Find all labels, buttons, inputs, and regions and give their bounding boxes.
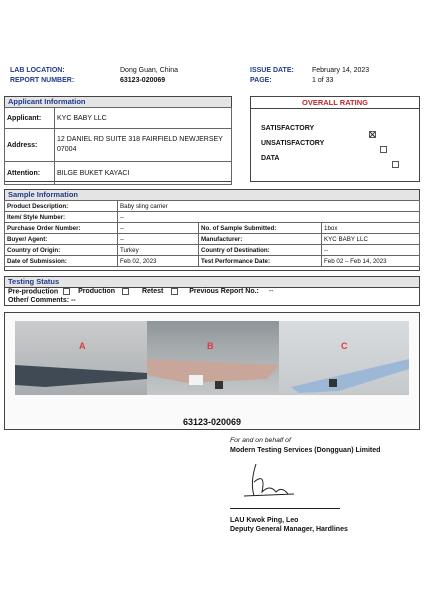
rating-data-label: DATA [261, 155, 280, 162]
testing-status-title: Testing Status [5, 277, 419, 288]
signer-name: LAU Kwok Ping, Leo [230, 517, 299, 524]
other-comments-label: Other/ Comments: [8, 297, 70, 304]
testing-status-row [8, 288, 274, 295]
sling-a-shape [15, 321, 147, 395]
previous-report-value: -- [268, 288, 274, 296]
submission-value: Feb 02, 2023 [118, 256, 199, 267]
rating-satisfactory [261, 125, 314, 132]
photo-c-label: C [341, 341, 348, 351]
signature-line [230, 508, 340, 509]
sample-info-title: Sample Information [5, 190, 419, 201]
origin-label: Country of Origin: [5, 245, 118, 256]
buyer-label: Buyer/ Agent: [5, 234, 118, 245]
production-checkbox[interactable] [122, 288, 129, 295]
applicant-table [4, 107, 232, 185]
production-label: Production [78, 288, 116, 296]
photo-c [279, 321, 409, 395]
issue-date-label: ISSUE DATE: [250, 67, 294, 74]
photo-strip [15, 321, 409, 395]
item-style: -- [118, 212, 420, 223]
data-checkbox[interactable] [392, 161, 399, 168]
photo-b [147, 321, 279, 395]
po-label: Purchase Order Number: [5, 223, 118, 234]
rating-unsatisfactory [261, 140, 324, 147]
buyer-value: -- [118, 234, 199, 245]
applicant-value: KYC BABY LLC [55, 108, 232, 129]
performance-label: Test Performance Date: [199, 256, 322, 267]
satisfactory-checkbox[interactable] [369, 131, 376, 138]
address-label: Address: [5, 129, 55, 162]
report-number-label: REPORT NUMBER: [10, 77, 75, 84]
lab-location-label: LAB LOCATION: [10, 67, 65, 74]
applicant-info-title: Applicant Information [5, 97, 231, 108]
other-comments-row [8, 297, 76, 304]
attention-label: Attention: [5, 162, 55, 185]
sling-b-shape [147, 321, 279, 395]
destination-label: Country of Destination: [199, 245, 322, 256]
page-number: 1 of 33 [312, 77, 334, 84]
sample-info-box [4, 189, 420, 271]
product-description-label: Product Description: [5, 201, 118, 212]
manufacturer-label: Manufacturer: [199, 234, 322, 245]
rating-satisfactory-label: SATISFACTORY [261, 125, 315, 132]
preproduction-label: Pre-production [8, 288, 59, 296]
report-number: 63123-020069 [120, 77, 166, 84]
behalf-text: For and on behalf of [230, 437, 291, 444]
unsatisfactory-checkbox[interactable] [380, 146, 387, 153]
po-value: -- [118, 223, 199, 234]
photo-b-label: B [207, 341, 214, 351]
rating-unsatisfactory-label: UNSATISFACTORY [261, 140, 325, 147]
other-comments-value: -- [71, 297, 76, 304]
product-description: Baby sling carrier [118, 201, 420, 212]
photo-caption: 63123-020069 [182, 417, 242, 427]
signer-position: Deputy General Manager, Hardlines [230, 526, 348, 533]
destination-value: -- [322, 245, 420, 256]
photo-a [15, 321, 147, 395]
preproduction-checkbox[interactable] [63, 288, 70, 295]
lab-location: Dong Guan, China [120, 67, 178, 74]
report-header [10, 66, 420, 86]
num-samples: 1box [322, 223, 420, 234]
overall-rating-box [250, 96, 420, 182]
sling-c-shape [279, 321, 409, 395]
sample-table [4, 200, 420, 267]
company-name: Modern Testing Services (Dongguan) Limited [230, 447, 381, 454]
issue-date: February 14, 2023 [312, 67, 370, 74]
overall-rating-title: OVERALL RATING [251, 97, 419, 109]
page-label: PAGE: [250, 77, 272, 84]
retest-label: Retest [141, 288, 164, 296]
performance-value: Feb 02 – Feb 14, 2023 [322, 256, 420, 267]
previous-report-label: Previous Report No.: [189, 288, 259, 296]
item-style-label: Item/ Style Number: [5, 212, 118, 223]
applicant-info-box [4, 96, 232, 182]
photo-a-label: A [79, 341, 86, 351]
attention-value: BILGE BUKET KAYACI [55, 162, 232, 185]
rating-data [261, 155, 279, 162]
testing-status-box [4, 276, 420, 306]
address-value: 12 DANIEL RD SUITE 318 FAIRFIELD NEWJERSEY 07004 [55, 129, 232, 162]
origin-value: Turkey [118, 245, 199, 256]
retest-checkbox[interactable] [171, 288, 178, 295]
submission-label: Date of Submission: [5, 256, 118, 267]
photo-panel [4, 312, 420, 430]
signature-mark [236, 462, 296, 502]
applicant-label: Applicant: [5, 108, 55, 129]
num-samples-label: No. of Sample Submitted: [199, 223, 322, 234]
manufacturer-value: KYC BABY LLC [322, 234, 420, 245]
